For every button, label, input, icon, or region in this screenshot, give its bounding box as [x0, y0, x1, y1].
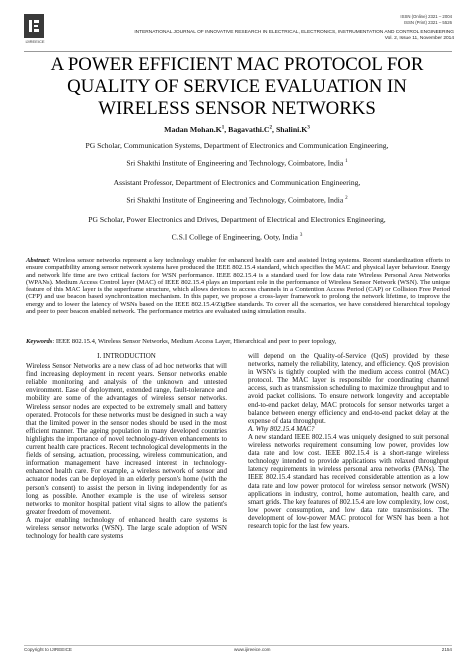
- intro-paragraph-3: will depend on the Quality-of-Service (QoS) provided by these networks, namely the reliability, latency, and efficiency. QoS provision in WSN's is tightly coupled with the medium access control (MAC) protocol. The MAC layer is responsible for coordinating channel access, such as transmission scheduling to maximize throughput and to avoid packet collisions. To ensure network longevity and acceptable end-to-end packet delay, MAC protocols for sensor networks target a balance between energy efficiency and end-to-end packet delay at the expense of data throughput.: [248, 352, 449, 425]
- footer-page-number: 2154: [441, 647, 452, 652]
- journal-title: INTERNATIONAL JOURNAL OF INNOVATIVE RESEARCH IN ELECTRICAL, ELECTRONICS, INSTRUMENTATION AND CONTROL ENGINEERING: [134, 30, 454, 35]
- journal-name: [50, 30, 454, 42]
- author-1-sup: 1: [221, 125, 225, 131]
- title-line-1: A POWER EFFICIENT MAC PROTOCOL FOR: [50, 54, 424, 75]
- affiliation-2: [30, 178, 444, 206]
- logo-mark-icon: [27, 18, 41, 34]
- affiliation-2-inst: Sri Shakthi Institute of Engineering and Technology, Coimbatore, India $^2$: [126, 195, 348, 205]
- page-header: [24, 14, 452, 50]
- author-3-sup: 3: [307, 125, 310, 131]
- author-list: Madan $Mohan.K^1$, $Bagavathi.C^2$, $Shalini.K^3$: [164, 125, 310, 134]
- footer-copyright: Copyright to IJIREEICE: [24, 647, 72, 652]
- page-footer: [24, 647, 452, 657]
- affiliation-3-dept: PG Scholar, Power Electronics and Drives, Department of Electrical and Electronics Engineering,: [88, 215, 386, 224]
- affiliation-1-dept: PG Scholar, Communication Systems, Department of Electronics and Communication Engineering,: [85, 141, 389, 150]
- affiliation-1: [30, 141, 444, 169]
- footer-divider: [24, 645, 452, 646]
- title-line-3: WIRELESS SENSOR NETWORKS: [98, 98, 376, 119]
- section-heading-introduction: I. INTRODUCTION: [97, 352, 156, 360]
- header-divider: [24, 51, 452, 52]
- title-line-2: QUALITY OF SERVICE EVALUATION IN: [67, 76, 407, 97]
- author-3: Shalini.K: [275, 125, 308, 134]
- left-column: [26, 352, 227, 540]
- journal-logo-icon: [24, 14, 44, 38]
- abstract-label: Abstract: [26, 257, 49, 264]
- keywords-text: : IEEE 802.15.4, Wireless Sensor Networks, Medium Access Layer, Hierarchical and peer to peer topology,: [52, 338, 337, 345]
- affiliation-2-dept: Assistant Professor, Department of Electronics and Communication Engineering,: [113, 178, 361, 187]
- affiliation-3: [30, 215, 444, 243]
- author-1: Madan Mohan.K: [164, 125, 222, 134]
- intro-paragraph-4: A new standard IEEE 802.15.4 was uniquely designed to suit personal wireless networks requirement consuming low power, provides low data rate and low cost. IEEE 802.15.4 is a short-range wireless technology intended to provide applications with relaxed throughput latency requirements in wireless personal area networks (PANs). The IEEE 802.15.4 standard has received considerable attention as a low data rate and low power protocol for wireless sensor network (WSN) applications in industry, control, home automation, health care, and smart grids. The key features of 802.15.4 are low complexity, low cost, low power consumption, and low data rate transmissions. The development of low-power MAC protocol for WSN has been a hot research topic for the last few years.: [248, 432, 449, 530]
- abstract: [26, 257, 450, 315]
- intro-paragraph-1: Wireless Sensor Networks are a new class of ad hoc networks that will find increasing deployment in recent years. Sensor networks enable reliable monitoring and analysis of the unknown and untested environment. Ease of deployment, extended range, fault-tolerance and mobility are some of the advantages of wireless sensor networks. Wireless sensor nodes are expected to be extremely small and battery operated. Protocols for these networks must be designed in such a way that the limited power in the sensor nodes should be used in the most efficient manner. The ageing population in many developed countries highlights the importance of novel technology-driven enhancements to current health care practices. Recent technological developments in the fields of sensing, actuation, processing, wireless communication, and information management have increased interest in technology-enhanced health care. For example, a wireless network of sensor and actuator nodes can be deployed in an elderly person's home (with the person's consent) to assist the person in living independently for as long as possible. Another example is the use of wireless sensor networks to monitor hospital patient vital signs to allow the patient's greater freedom of movement.: [26, 362, 227, 516]
- affiliation-1-inst: Sri Shakthi Institute of Engineering and Technology, Coimbatore, India $^1$: [126, 158, 348, 168]
- affiliation-3-inst: C.S.I College of Engineering, Ooty, India $^3$: [171, 232, 303, 242]
- abstract-text: : Wireless sensor networks represent a key technology enabler for enhanced health care and assisted living systems. Recent standardization efforts to ensure compatibility among sensor network systems have produced the IEEE 802.15.4 standard, which specifies the MAC and physical layer behaviour. Energy and network life time are two critical factors for WSN performance. IEEE 802.15.4 is a standard used for low data rate Wireless Personal Area Networks (WPANs). Medium Access Control layer (MAC) of IEEE 802.15.4 plays an important role in the performance of Wireless Sensor Network (WSN). The unique feature of this MAC layer is the superframe structure, which allows devices to access channels in a Contention Access Period (CAP) or Collision Free Period (CFP) and use beacon based synchronization mechanism. In this paper, we propose a cross-layer framework to prolong the network lifetime, to improve the energy and to lower the latency of WSNs based on the IEEE 802.15.4/ZigBee standards. To cover all the scenarios, we have considered hierarchical topology and peer to peer beacon enabled network. The performance metrics are evaluated using simulation results.: [26, 257, 450, 316]
- issn-print: ISSN (Print) 2321 – 5526: [403, 19, 452, 25]
- issn-online: ISSN (Online) 2321 – 2004: [400, 14, 452, 19]
- keywords: [26, 338, 450, 345]
- keywords-label: Keywords: [26, 338, 53, 345]
- paper-title: [20, 54, 454, 120]
- intro-paragraph-2: A major enabling technology of enhanced health care systems is wireless sensor networks (WSN). The large scale adoption of WSN technology for health care systems: [26, 515, 227, 541]
- footer-website[interactable]: www.ijireeice.com: [234, 647, 271, 652]
- subsection-heading-why-mac: A. Why 802.15.4 MAC?: [248, 424, 315, 433]
- author-2-sup: 2: [269, 125, 273, 131]
- journal-issue: Vol. 2, Issue 11, November 2014: [384, 36, 454, 41]
- right-column: [248, 352, 449, 530]
- author-2: Bagavathi.C: [228, 125, 270, 134]
- issn-block: [400, 14, 452, 25]
- logo-label: IJIREEICE: [25, 39, 45, 44]
